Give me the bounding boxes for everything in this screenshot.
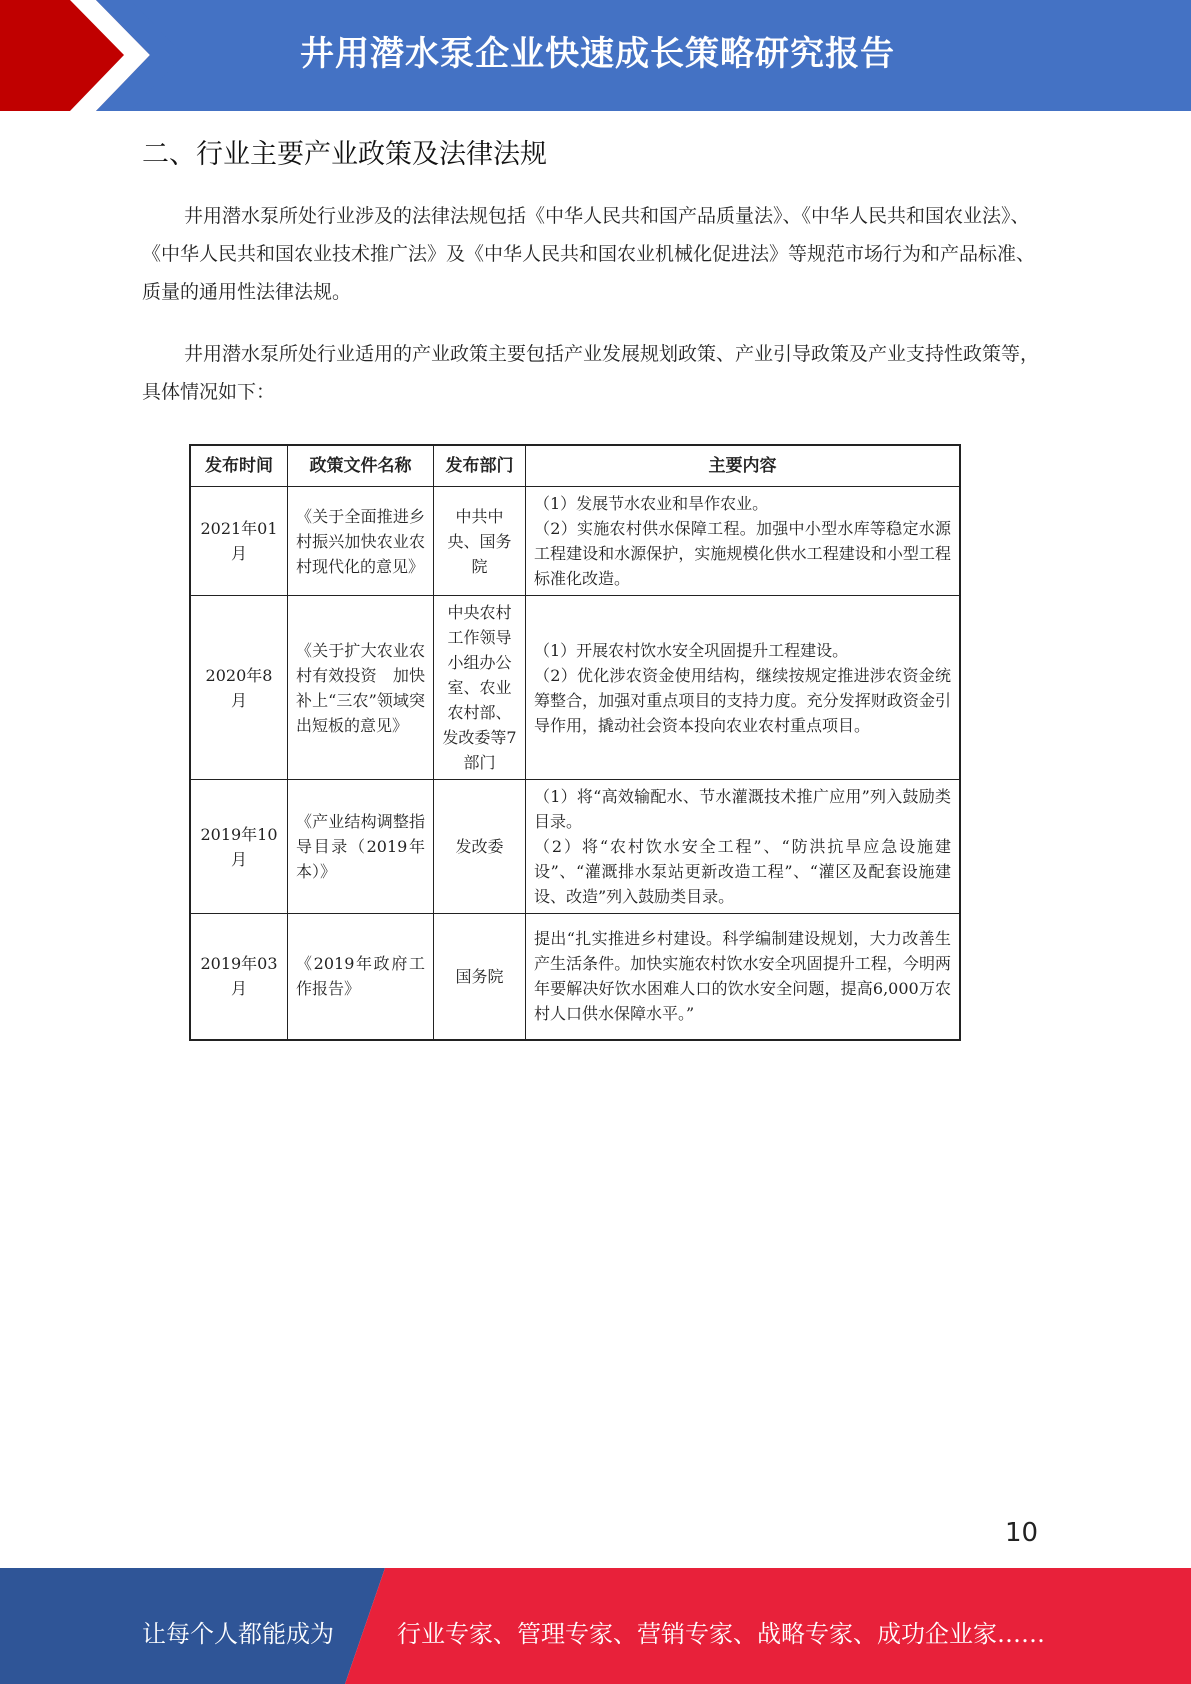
cell-content [526,596,961,780]
table-row [190,780,960,914]
table-row [190,596,960,780]
content-line: 提出“扎实推进乡村建设。科学编制建设规划，大力改善生产生活条件。加快实施农村饮水安全巩固提升工程，今明两年要解决好饮水困难人口的饮水安全问题，提高6,000万农村人口供水保障水平。” [534,929,951,1024]
header-banner [0,0,1191,111]
cell-dept: 发改委 [434,780,526,914]
report-title: 井用潜水泵企业快速成长策略研究报告 [300,34,895,74]
cell-date: 2019年03月 [190,914,288,1040]
section-heading: 二、行业主要产业政策及法律法规 [142,139,547,170]
cell-dept: 中共中央、国务院 [434,487,526,596]
content-line: （1）将“高效输配水、节水灌溉技术推广应用”列入鼓励类目录。 [534,787,951,831]
content-line: （2）实施农村供水保障工程。加强中小型水库等稳定水源工程建设和水源保护，实施规模化供水工程建设和小型工程标准化改造。 [534,519,951,588]
content-line: （2）将“农村饮水安全工程”、“防洪抗旱应急设施建设”、“灌溉排水泵站更新改造工程”、“灌区及配套设施建设、改造”列入鼓励类目录。 [534,837,951,906]
cell-dept: 中央农村工作领导小组办公室、农业农村部、发改委等7部门 [434,596,526,780]
cell-date: 2021年01月 [190,487,288,596]
cell-doc-name: 《关于全面推进乡村振兴加快农业农村现代化的意见》 [288,487,434,596]
header-dept: 发布部门 [434,445,526,487]
table-header-row [190,445,960,487]
cell-doc-name: 《关于扩大农业农村有效投资 加快补上“三农”领域突出短板的意见》 [288,596,434,780]
paragraph-policies: 井用潜水泵所处行业适用的产业政策主要包括产业发展规划政策、产业引导政策及产业支持性政策等，具体情况如下： [142,343,1040,403]
content-line: （1）发展节水农业和旱作农业。 [534,494,769,513]
table-row [190,914,960,1040]
footer-slogan-right: 行业专家、管理专家、营销专家、战略专家、成功企业家…… [397,1620,1045,1648]
header-doc-name: 政策文件名称 [288,445,434,487]
cell-date: 2020年8月 [190,596,288,780]
cell-dept: 国务院 [434,914,526,1040]
cell-doc-name: 《2019年政府工作报告》 [288,914,434,1040]
cell-date: 2019年10月 [190,780,288,914]
header-content: 主要内容 [526,445,961,487]
paragraph-laws: 井用潜水泵所处行业涉及的法律法规包括《中华人民共和国产品质量法》、《中华人民共和国农业法》、《中华人民共和国农业技术推广法》及《中华人民共和国农业机械化促进法》等规范市场行为和产品标准、质量的通用性法律法规。 [142,205,1036,303]
policy-table [189,444,961,1041]
cell-doc-name: 《产业结构调整指导目录（2019年本）》 [288,780,434,914]
cell-content [526,914,961,1040]
page-number: 10 [1005,1518,1039,1548]
table-row [190,487,960,596]
footer-banner [0,1568,1191,1684]
cell-content [526,487,961,596]
cell-content [526,780,961,914]
footer-slogan-left: 让每个人都能成为 [142,1620,334,1648]
content-line: （2）优化涉农资金使用结构，继续按规定推进涉农资金统筹整合，加强对重点项目的支持力度。充分发挥财政资金引导作用，撬动社会资本投向农业农村重点项目。 [534,665,951,735]
content-line: （1）开展农村饮水安全巩固提升工程建设。 [534,640,849,660]
header-date: 发布时间 [190,445,288,487]
